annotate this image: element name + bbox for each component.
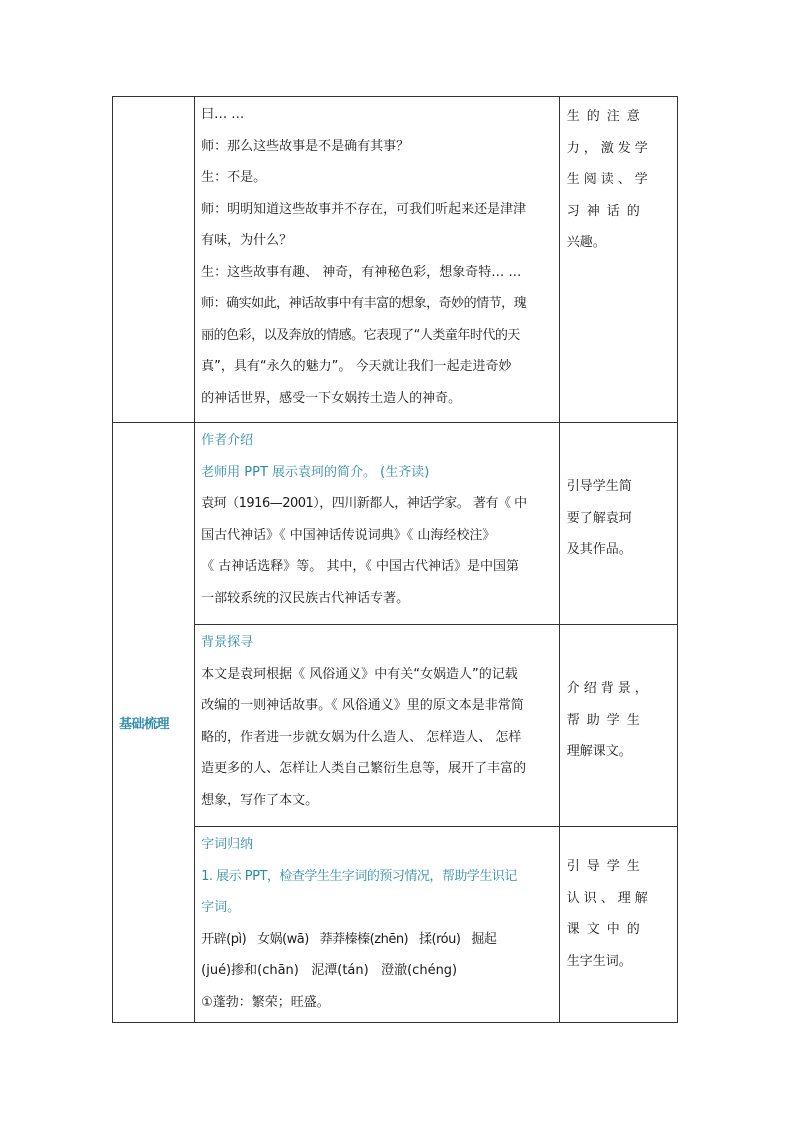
note-line: 力，激发学 (566, 140, 652, 156)
note-line: 兴趣。 (566, 235, 606, 250)
category-cell-empty (113, 97, 195, 423)
content-line: 生：这些故事有趣、 神奇，有神秘色彩，想象奇特… … (201, 264, 522, 280)
content-line: 有味，为什么？ (201, 233, 293, 248)
note-line: 要了解袁珂 (566, 510, 632, 526)
note-line: 生阅读、学 (566, 172, 652, 187)
content-cell (195, 625, 560, 827)
content-line: 的神话世界，感受一下女娲抟土造人的神奇。 (201, 390, 462, 406)
note-line: 习神话的 (566, 203, 647, 219)
note-cell (559, 827, 677, 1023)
content-line: 本文是袁珂根据《 风俗通义》中有关“女娲造人”的记载 (201, 666, 518, 682)
content-cell (195, 97, 560, 423)
content-line: 造更多的人、怎样让人类自己繁衍生息等，展开了丰富的 (201, 761, 527, 776)
content-line: ①蓬勃：繁荣；旺盛。 (201, 994, 330, 1010)
content-line: (jué)掺和(chān) 泥潭(tán) 澄澈(chéng) (201, 963, 458, 978)
note-line: 介绍背景， (566, 681, 652, 696)
content-line: 师：确实如此，神话故事中有丰富的想象，奇妙的情节，瑰 (201, 296, 527, 311)
category-label: 基础梳理 (119, 717, 170, 732)
section-title: 字词归纳 (201, 837, 254, 852)
category-cell (113, 423, 195, 1023)
content-line: 真”，具有“永久的魅力”。 今天就让我们一起走进奇妙 (201, 359, 512, 374)
content-line: 开辟(pì) 女娲(wā) 莽莽榛榛(zhēn) 揉(róu) 掘起 (201, 931, 497, 947)
content-line: 国古代神话》《 中国神话传说词典》《 山海经校注》 (201, 527, 496, 543)
instruction-line: 字词。 (201, 900, 241, 915)
content-line: 生：不是。 (201, 170, 267, 185)
note-line: 理解课文。 (566, 744, 632, 759)
note-line: 及其作品。 (566, 542, 632, 557)
content-line: 想象，写作了本文。 (201, 792, 319, 808)
note-cell (559, 97, 677, 423)
content-line: 《 古神话选释》等。 其中，《 中国古代神话》是中国第 (201, 559, 520, 574)
note-line: 课文中的 (566, 922, 647, 937)
section-title: 背景探寻 (201, 635, 254, 650)
section-title: 作者介绍 (201, 433, 254, 448)
content-line: 一部较系统的汉民族古代神话专著。 (201, 590, 410, 606)
content-cell (195, 827, 560, 1023)
note-line: 生的注意 (566, 109, 647, 124)
row-vocabulary (113, 827, 678, 1023)
note-line: 生字生词。 (566, 953, 632, 969)
note-line: 帮助学生 (566, 712, 647, 728)
note-cell (559, 625, 677, 827)
note-line: 引导学生简 (566, 479, 632, 494)
row-author-intro (113, 423, 678, 625)
content-line: 略的，作者进一步就女娲为什么造人、 怎样造人、 怎样 (201, 729, 522, 745)
row-introduction (113, 97, 678, 423)
lesson-plan-table (112, 96, 678, 1023)
instruction-line: 老师用 PPT 展示袁珂的简介。 (生齐读) (201, 464, 430, 480)
row-background (113, 625, 678, 827)
note-line: 引导学生 (566, 859, 647, 874)
note-cell (559, 423, 677, 625)
content-line: 师：明明知道这些故事并不存在，可我们听起来还是津津 (201, 201, 527, 217)
content-line: 曰… … (201, 107, 245, 122)
content-line: 丽的色彩，以及奔放的情感。它表现了“人类童年时代的天 (201, 327, 520, 343)
note-line: 认识、理解 (566, 890, 652, 906)
content-line: 改编的一则神话故事。《 风俗通义》里的原文本是非常简 (201, 698, 524, 713)
content-line: 袁珂（1916—2001），四川新都人，神话学家。 著有《 中 (201, 496, 527, 511)
instruction-line: 1. 展示 PPT，检查学生生字词的预习情况，帮助学生识记 (201, 868, 517, 884)
content-cell (195, 423, 560, 625)
content-line: 师：那么这些故事是不是确有其事？ (201, 138, 410, 154)
